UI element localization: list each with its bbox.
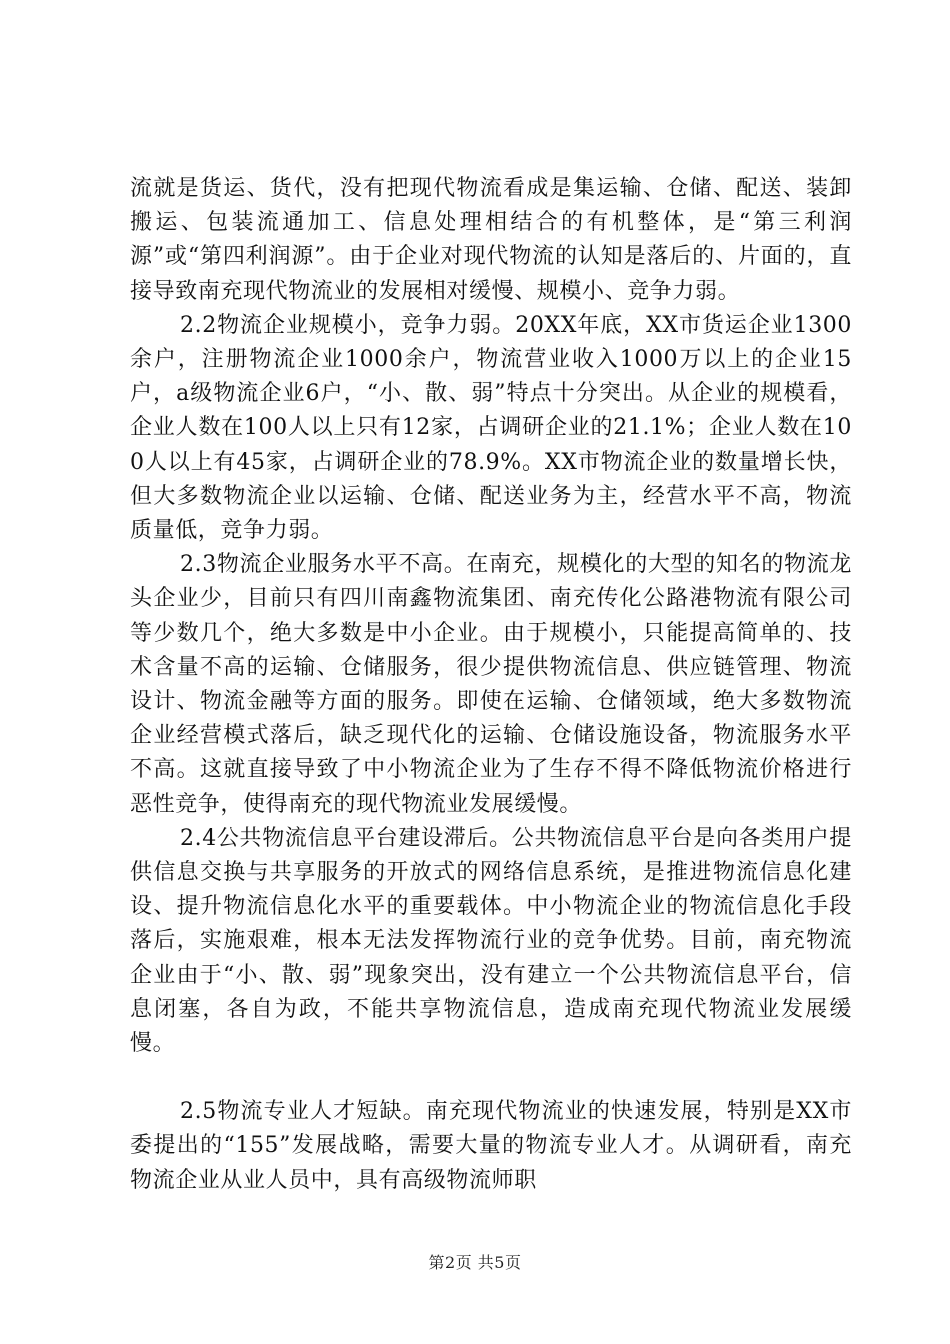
paragraph-section-2-5: 2.5物流专业人才短缺。南充现代物流业的快速发展，特别是XX市委提出的“155”发展战略，需要大量的物流专业人才。从调研看，南充物流企业从业人员中，具有高级物流师职: [130, 1099, 852, 1193]
document-body: [130, 172, 852, 1198]
paragraph-section-2-3: 2.3物流企业服务水平不高。在南充，规模化的大型的知名的物流龙头企业少，目前只有四川南鑫物流集团、南充传化公路港物流有限公司等少数几个，绝大多数是中小企业。由于规模小，只能提高简单的、技术含量不高的运输、仓储服务，很少提供物流信息、供应链管理、物流设计、物流金融等方面的服务。即使在运输、仓储领域，绝大多数物流企业经营模式落后，缺乏现代化的运输、仓储设施设备，物流服务水平不高。这就直接导致了中小物流企业为了生存不得不降低物流价格进行恶性竞争，使得南充的现代物流业发展缓慢。: [130, 552, 852, 817]
paragraph-section-2-2: 2.2物流企业规模小，竞争力弱。20XX年底，XX市货运企业1300余户，注册物流企业1000余户，物流营业收入1000万以上的企业15户，a级物流企业6户，“小、散、弱”特点十分突出。从企业的规模看，企业人数在100人以上只有12家，占调研企业的21.1%；企业人数在100人以上有45家，占调研企业的78.9%。XX市物流企业的数量增长快，但大多数物流企业以运输、仓储、配送业务为主，经营水平不高，物流质量低，竞争力弱。: [130, 312, 852, 544]
paragraph-section-2-4: 2.4公共物流信息平台建设滞后。公共物流信息平台是向各类用户提供信息交换与共享服务的开放式的网络信息系统，是推进物流信息化建设、提升物流信息化水平的重要载体。中小物流企业的物流信息化手段落后，实施艰难，根本无法发挥物流行业的竞争优势。目前，南充物流企业由于“小、散、弱”现象突出，没有建立一个公共物流信息平台，信息闭塞，各自为政，不能共享物流信息，造成南充现代物流业发展缓慢。: [130, 825, 852, 1057]
paragraph-continuation: 流就是货运、货代，没有把现代物流看成是集运输、仓储、配送、装卸搬运、包装流通加工、信息处理相结合的有机整体，是“第三利润源”或“第四利润源”。由于企业对现代物流的认知是落后的、片面的，直接导致南充现代物流业的发展相对缓慢、规模小、竞争力弱。: [130, 176, 852, 304]
page-number-footer: 第2页 共5页: [428, 1253, 522, 1272]
